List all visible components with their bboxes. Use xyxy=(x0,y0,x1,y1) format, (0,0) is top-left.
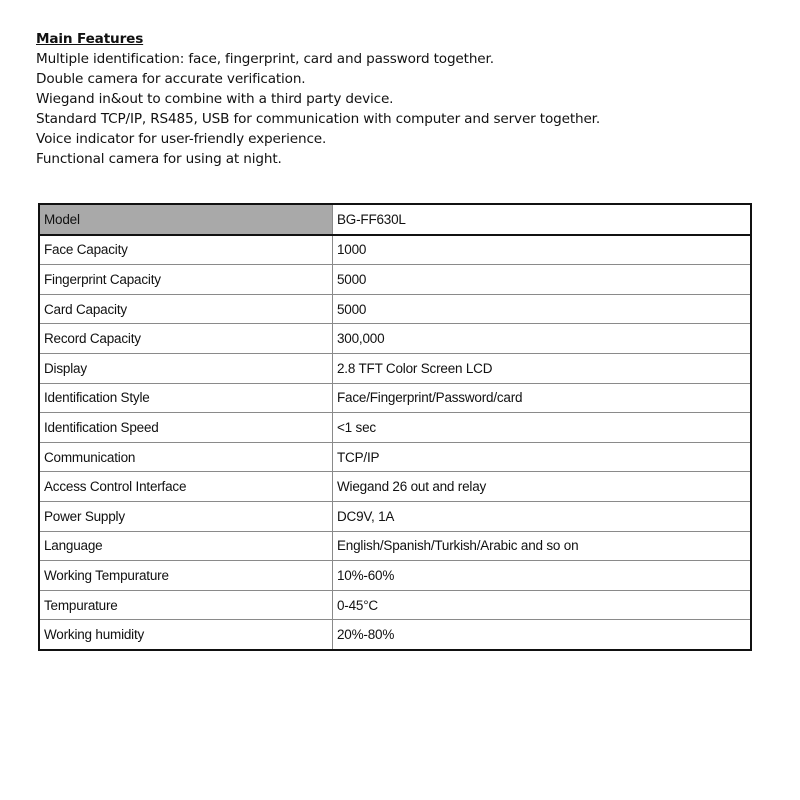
spec-value: 10%-60% xyxy=(333,561,752,591)
table-row xyxy=(39,620,751,650)
table-row xyxy=(39,265,751,295)
spec-value: 2.8 TFT Color Screen LCD xyxy=(333,353,752,383)
table-row xyxy=(39,531,751,561)
spec-value: 300,000 xyxy=(333,324,752,354)
feature-item: Functional camera for using at night. xyxy=(36,151,282,167)
spec-label: Identification Speed xyxy=(39,413,333,443)
main-features-section xyxy=(36,29,600,169)
table-row xyxy=(39,235,751,265)
feature-item: Double camera for accurate verification. xyxy=(36,71,306,87)
spec-value: Wiegand 26 out and relay xyxy=(333,472,752,502)
spec-label: Display xyxy=(39,353,333,383)
spec-value: 5000 xyxy=(333,294,752,324)
table-row xyxy=(39,561,751,591)
spec-label: Identification Style xyxy=(39,383,333,413)
main-features-heading: Main Features xyxy=(36,31,144,47)
spec-label: Face Capacity xyxy=(39,235,333,265)
spec-label: Working Tempurature xyxy=(39,561,333,591)
spec-value: 5000 xyxy=(333,265,752,295)
spec-value: 20%-80% xyxy=(333,620,752,650)
table-row xyxy=(39,590,751,620)
table-row xyxy=(39,442,751,472)
table-row xyxy=(39,383,751,413)
spec-label: Card Capacity xyxy=(39,294,333,324)
table-row xyxy=(39,353,751,383)
spec-value: <1 sec xyxy=(333,413,752,443)
feature-item: Voice indicator for user-friendly experience. xyxy=(36,131,327,147)
spec-label: Power Supply xyxy=(39,501,333,531)
spec-value: English/Spanish/Turkish/Arabic and so on xyxy=(333,531,752,561)
feature-item: Multiple identification: face, fingerprint, card and password together. xyxy=(36,51,494,67)
table-row xyxy=(39,294,751,324)
table-row xyxy=(39,413,751,443)
spec-value: 0-45°C xyxy=(333,590,752,620)
spec-value: TCP/IP xyxy=(333,442,752,472)
spec-value: BG-FF630L xyxy=(333,204,752,235)
spec-label: Access Control Interface xyxy=(39,472,333,502)
table-row xyxy=(39,324,751,354)
table-row xyxy=(39,501,751,531)
spec-label: Fingerprint Capacity xyxy=(39,265,333,295)
spec-label: Record Capacity xyxy=(39,324,333,354)
specifications-table xyxy=(38,203,752,651)
spec-value: DC9V, 1A xyxy=(333,501,752,531)
spec-value: Face/Fingerprint/Password/card xyxy=(333,383,752,413)
spec-label: Language xyxy=(39,531,333,561)
table-header-row xyxy=(39,204,751,235)
spec-label: Communication xyxy=(39,442,333,472)
spec-value: 1000 xyxy=(333,235,752,265)
table-row xyxy=(39,472,751,502)
feature-item: Standard TCP/IP, RS485, USB for communication with computer and server together. xyxy=(36,111,601,127)
spec-label: Tempurature xyxy=(39,590,333,620)
spec-label: Working humidity xyxy=(39,620,333,650)
spec-label: Model xyxy=(39,204,333,235)
feature-item: Wiegand in&out to combine with a third party device. xyxy=(36,91,394,107)
